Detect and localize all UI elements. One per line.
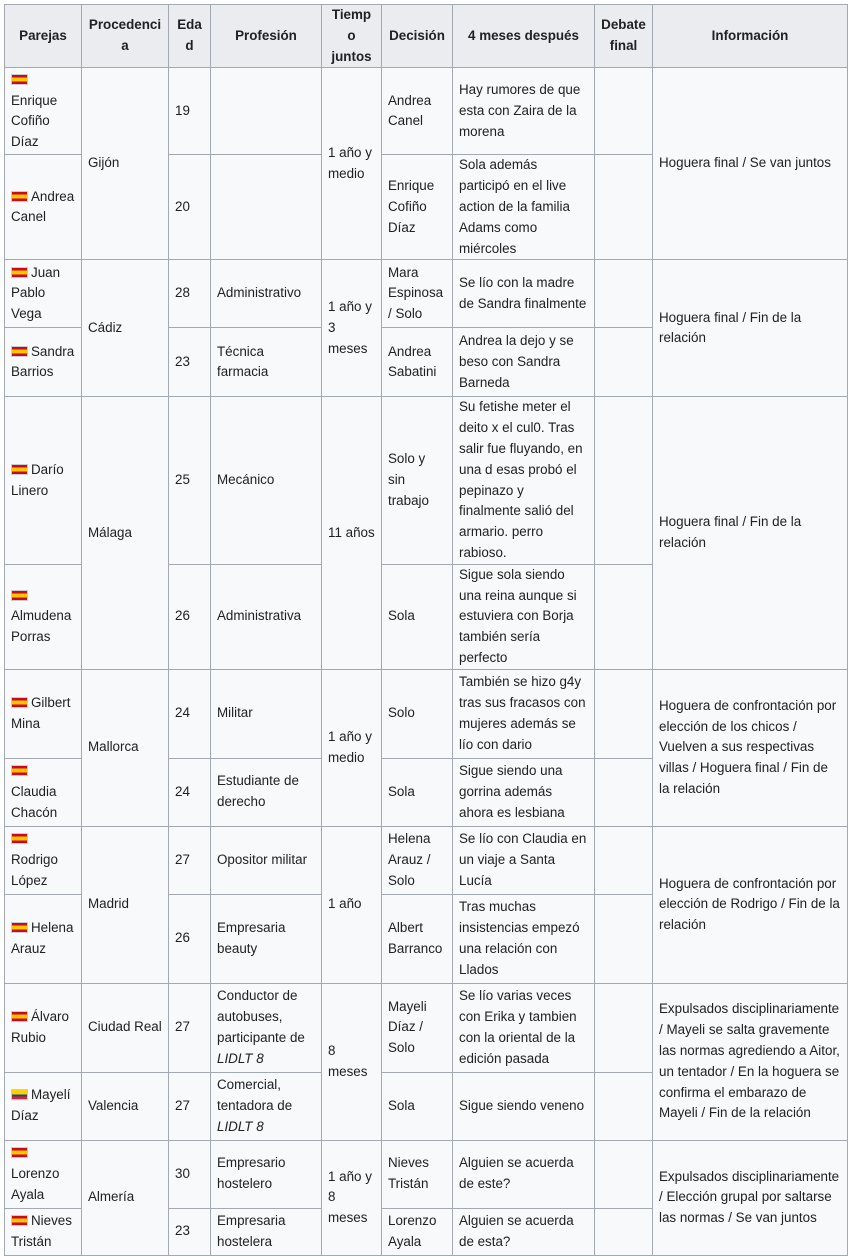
decision-cell: Mara Espinosa / Solo <box>382 260 453 328</box>
pareja-cell: Enrique Cofiño Díaz <box>5 68 82 155</box>
debate-cell <box>595 260 653 328</box>
informacion-cell: Hoguera de confrontación por elección de Rodrigo / Fin de la relación <box>653 826 848 983</box>
tiempo-cell: 8 meses <box>322 983 382 1140</box>
procedencia-cell: Cádiz <box>82 260 169 397</box>
debate-cell <box>595 155 653 260</box>
cuatro-meses-cell: Hay rumores de que esta con Zaira de la morena <box>453 68 595 155</box>
debate-cell <box>595 328 653 397</box>
decision-cell: Mayeli Díaz / Solo <box>382 983 453 1072</box>
procedencia-cell: Ciudad Real <box>82 983 169 1072</box>
edad-cell: 24 <box>169 758 211 826</box>
cuatro-meses-cell: Sigue siendo veneno <box>453 1072 595 1140</box>
edad-cell: 26 <box>169 564 211 669</box>
procedencia-cell: Valencia <box>82 1072 169 1140</box>
cuatro-meses-cell: También se hizo g4y tras sus fracasos con mujeres además se lío con dario <box>453 669 595 758</box>
decision-cell: Andrea Sabatini <box>382 328 453 397</box>
debate-cell <box>595 669 653 758</box>
tiempo-cell: 1 año <box>322 826 382 983</box>
debate-cell <box>595 826 653 894</box>
table-row <box>5 260 848 328</box>
edad-cell: 27 <box>169 983 211 1072</box>
decision-cell: Albert Barranco <box>382 894 453 983</box>
debate-cell <box>595 564 653 669</box>
flag-ecuador-icon <box>11 1089 28 1100</box>
profesion-cell: Técnica farmacia <box>211 328 322 397</box>
cuatro-meses-cell: Se lío con la madre de Sandra finalmente <box>453 260 595 328</box>
cuatro-meses-cell: Alguien se acuerda de este? <box>453 1140 595 1208</box>
pareja-cell: Lorenzo Ayala <box>5 1140 82 1208</box>
edad-cell: 19 <box>169 68 211 155</box>
decision-cell: Enrique Cofiño Díaz <box>382 155 453 260</box>
informacion-cell: Hoguera de confrontación por elección de los chicos / Vuelven a sus respectivas villas / Hoguera final / Fin de la relación <box>653 669 848 826</box>
tiempo-cell: 11 años <box>322 397 382 669</box>
pareja-cell: Sandra Barrios <box>5 328 82 397</box>
tiempo-cell: 1 año y medio <box>322 68 382 260</box>
edad-cell: 30 <box>169 1140 211 1208</box>
flag-spain-icon <box>11 1147 28 1158</box>
procedencia-cell: Madrid <box>82 826 169 983</box>
pareja-cell: Nieves Tristán <box>5 1208 82 1255</box>
edad-cell: 23 <box>169 328 211 397</box>
profesion-cell: Mecánico <box>211 397 322 564</box>
pareja-cell: Claudia Chacón <box>5 758 82 826</box>
debate-cell <box>595 758 653 826</box>
cuatro-meses-cell: Su fetishe meter el deito x el cul0. Tras salir fue fluyando, en una d esas probó el pepinazo y finalmente salió del armario. perro rabioso. <box>453 397 595 564</box>
cuatro-meses-cell: Sigue sola siendo una reina aunque si estuviera con Borja también sería perfecto <box>453 564 595 669</box>
profesion-cell: Empresaria hostelera <box>211 1208 322 1255</box>
table-row <box>5 68 848 155</box>
procedencia-cell: Málaga <box>82 397 169 669</box>
header-parejas[interactable]: Parejas <box>5 5 82 68</box>
edad-cell: 27 <box>169 826 211 894</box>
profesion-cell: Administrativo <box>211 260 322 328</box>
profesion-cell: Administrativa <box>211 564 322 669</box>
debate-cell <box>595 894 653 983</box>
edad-cell: 24 <box>169 669 211 758</box>
pareja-cell: Álvaro Rubio <box>5 983 82 1072</box>
header-4-meses-despues[interactable]: 4 meses después <box>453 5 595 68</box>
edad-cell: 26 <box>169 894 211 983</box>
decision-cell: Sola <box>382 564 453 669</box>
decision-cell: Helena Arauz / Solo <box>382 826 453 894</box>
header-row <box>5 5 848 68</box>
debate-cell <box>595 1072 653 1140</box>
procedencia-cell: Almería <box>82 1140 169 1255</box>
edad-cell: 23 <box>169 1208 211 1255</box>
flag-spain-icon <box>11 191 28 202</box>
pareja-cell: Helena Arauz <box>5 894 82 983</box>
cuatro-meses-cell: Tras muchas insistencias empezó una relación con Llados <box>453 894 595 983</box>
flag-spain-icon <box>11 267 28 278</box>
decision-cell: Andrea Canel <box>382 68 453 155</box>
profesion-cell: Opositor militar <box>211 826 322 894</box>
tiempo-cell: 1 año y 8 meses <box>322 1140 382 1255</box>
flag-spain-icon <box>11 590 28 601</box>
flag-spain-icon <box>11 1215 28 1226</box>
debate-cell <box>595 983 653 1072</box>
cuatro-meses-cell: Se lío con Claudia en un viaje a Santa Lucía <box>453 826 595 894</box>
flag-spain-icon <box>11 697 28 708</box>
flag-spain-icon <box>11 74 28 85</box>
profesion-cell: Empresario hostelero <box>211 1140 322 1208</box>
header-edad[interactable]: Edad <box>169 5 211 68</box>
informacion-cell: Hoguera final / Fin de la relación <box>653 260 848 397</box>
cuatro-meses-cell: Sola además participó en el live action de la familia Adams como miércoles <box>453 155 595 260</box>
header-procedencia[interactable]: Procedencia <box>82 5 169 68</box>
informacion-cell: Hoguera final / Se van juntos <box>653 68 848 260</box>
debate-cell <box>595 1208 653 1255</box>
pareja-cell: Rodrigo López <box>5 826 82 894</box>
cuatro-meses-cell: Sigue siendo una gorrina además ahora es lesbiana <box>453 758 595 826</box>
edad-cell: 27 <box>169 1072 211 1140</box>
informacion-cell: Hoguera final / Fin de la relación <box>653 397 848 669</box>
tiempo-cell: 1 año y 3 meses <box>322 260 382 397</box>
pareja-cell: Andrea Canel <box>5 155 82 260</box>
table-row <box>5 983 848 1072</box>
header-debate-final[interactable]: Debate final <box>595 5 653 68</box>
profesion-cell: Conductor de autobuses, participante de LIDLT 8 <box>211 983 322 1072</box>
pareja-cell: Juan Pablo Vega <box>5 260 82 328</box>
table-row <box>5 826 848 894</box>
profesion-cell: Militar <box>211 669 322 758</box>
edad-cell: 28 <box>169 260 211 328</box>
decision-cell: Nieves Tristán <box>382 1140 453 1208</box>
table-row <box>5 669 848 758</box>
informacion-cell: Expulsados disciplinariamente / Mayeli se salta gravemente las normas agrediendo a Aitor, un tentador / En la hoguera se confirma el embarazo de Mayeli / Fin de la relación <box>653 983 848 1140</box>
edad-cell: 20 <box>169 155 211 260</box>
profesion-cell: Estudiante de derecho <box>211 758 322 826</box>
header-informacion[interactable]: Información <box>653 5 848 68</box>
pareja-cell: Gilbert Mina <box>5 669 82 758</box>
table-row <box>5 397 848 564</box>
debate-cell <box>595 397 653 564</box>
header-decision[interactable]: Decisión <box>382 5 453 68</box>
decision-cell: Solo <box>382 669 453 758</box>
flag-spain-icon <box>11 346 28 357</box>
header-profesion[interactable]: Profesión <box>211 5 322 68</box>
edad-cell: 25 <box>169 397 211 564</box>
debate-cell <box>595 1140 653 1208</box>
tiempo-cell: 1 año y medio <box>322 669 382 826</box>
debate-cell <box>595 68 653 155</box>
decision-cell: Lorenzo Ayala <box>382 1208 453 1255</box>
procedencia-cell: Mallorca <box>82 669 169 826</box>
pareja-cell: Mayelí Díaz <box>5 1072 82 1140</box>
pareja-cell: Almudena Porras <box>5 564 82 669</box>
cuatro-meses-cell: Se lío varias veces con Erika y tambien con la oriental de la edición pasada <box>453 983 595 1072</box>
flag-spain-icon <box>11 765 28 776</box>
table-row <box>5 1140 848 1208</box>
decision-cell: Solo y sin trabajo <box>382 397 453 564</box>
flag-spain-icon <box>11 833 28 844</box>
cuatro-meses-cell: Andrea la dejo y se beso con Sandra Barneda <box>453 328 595 397</box>
profesion-cell <box>211 155 322 260</box>
decision-cell: Sola <box>382 758 453 826</box>
profesion-cell <box>211 68 322 155</box>
pareja-cell: Darío Linero <box>5 397 82 564</box>
decision-cell: Sola <box>382 1072 453 1140</box>
flag-spain-icon <box>11 922 28 933</box>
couples-table <box>4 4 848 1256</box>
header-tiempo-juntos[interactable]: Tiempo juntos <box>322 5 382 68</box>
flag-spain-icon <box>11 1011 28 1022</box>
profesion-cell: Empresaria beauty <box>211 894 322 983</box>
profesion-cell: Comercial, tentadora de LIDLT 8 <box>211 1072 322 1140</box>
cuatro-meses-cell: Alguien se acuerda de esta? <box>453 1208 595 1255</box>
procedencia-cell: Gijón <box>82 68 169 260</box>
flag-spain-icon <box>11 464 28 475</box>
informacion-cell: Expulsados disciplinariamente / Elección grupal por saltarse las normas / Se van juntos <box>653 1140 848 1255</box>
